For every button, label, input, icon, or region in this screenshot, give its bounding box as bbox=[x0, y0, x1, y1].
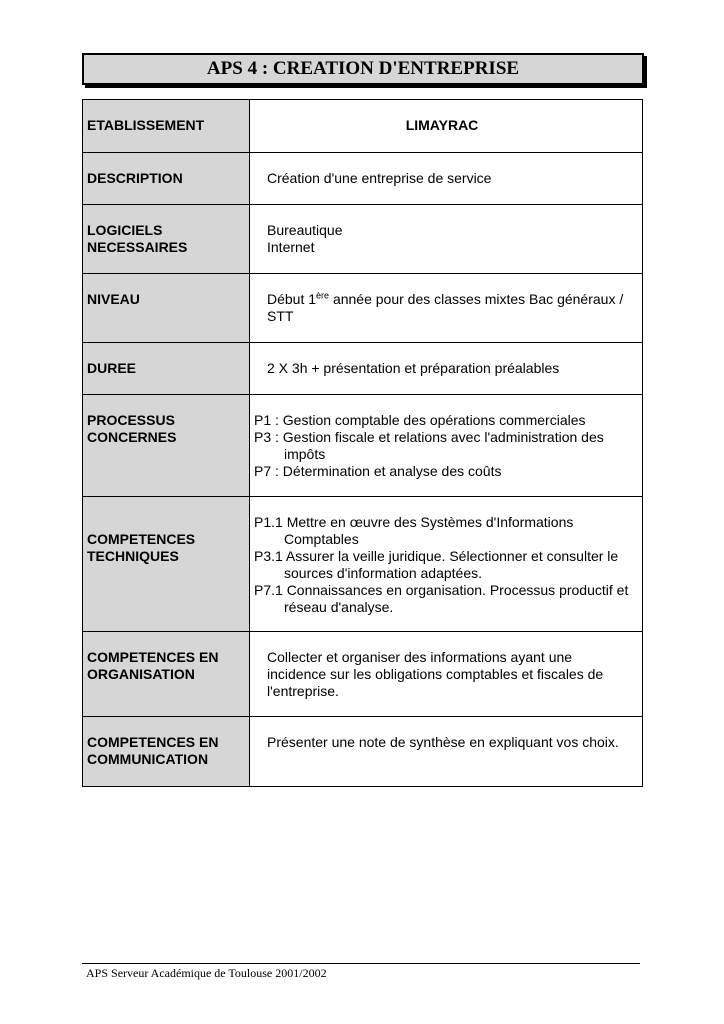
table-row bbox=[83, 205, 643, 274]
row-value bbox=[250, 205, 643, 274]
row-label: NIVEAU bbox=[83, 274, 250, 343]
value-text: Début 1 bbox=[267, 291, 317, 307]
list-item: P3 : Gestion fiscale et relations avec l'administration des impôts bbox=[254, 429, 604, 462]
row-value: LIMAYRAC bbox=[250, 100, 643, 153]
list-item: P3.1 Assurer la veille juridique. Sélectionner et consulter le sources d'information adaptées. bbox=[254, 548, 619, 581]
row-label: LOGICIELS NECESSAIRES bbox=[83, 205, 250, 274]
footer-divider bbox=[82, 963, 640, 964]
list-item: P7.1 Connaissances en organisation. Processus productif et réseau d'analyse. bbox=[254, 582, 629, 615]
table-row bbox=[83, 153, 643, 205]
row-value: Collecter et organiser des informations ayant une incidence sur les obligations comptables et fiscales de l'entreprise. bbox=[250, 632, 643, 717]
row-value bbox=[250, 497, 643, 632]
table-row bbox=[83, 274, 643, 343]
row-label: PROCESSUS CONCERNES bbox=[83, 395, 250, 497]
page-title: APS 4 : CREATION D'ENTREPRISE bbox=[206, 58, 520, 79]
table-row bbox=[83, 632, 643, 717]
row-label: COMPETENCES TECHNIQUES bbox=[83, 497, 250, 632]
table-row bbox=[83, 100, 643, 153]
footer-text: APS Serveur Académique de Toulouse 2001/2002 bbox=[86, 966, 327, 980]
row-value: 2 X 3h + présentation et préparation préalables bbox=[250, 343, 643, 395]
superscript: ère bbox=[316, 290, 330, 301]
table-row bbox=[83, 395, 643, 497]
row-label: ETABLISSEMENT bbox=[83, 100, 250, 153]
info-table bbox=[82, 99, 643, 787]
row-label: DUREE bbox=[83, 343, 250, 395]
row-value: Présenter une note de synthèse en expliquant vos choix. bbox=[250, 717, 643, 787]
row-label: COMPETENCES EN ORGANISATION bbox=[83, 632, 250, 717]
row-value bbox=[250, 274, 643, 343]
list-item: P1 : Gestion comptable des opérations commerciales bbox=[254, 412, 586, 428]
row-value: Création d'une entreprise de service bbox=[250, 153, 643, 205]
list-item: P7 : Détermination et analyse des coûts bbox=[254, 463, 502, 479]
list-item: P1.1 Mettre en œuvre des Systèmes d'Informations Comptables bbox=[254, 514, 574, 547]
table-row bbox=[83, 497, 643, 632]
title-box bbox=[82, 53, 644, 85]
table-row bbox=[83, 343, 643, 395]
table-row bbox=[83, 717, 643, 787]
row-value bbox=[250, 395, 643, 497]
value-line: Internet bbox=[267, 239, 315, 255]
row-label: COMPETENCES EN COMMUNICATION bbox=[83, 717, 250, 787]
row-label: DESCRIPTION bbox=[83, 153, 250, 205]
value-line: Bureautique bbox=[267, 222, 343, 238]
value-text: année pour des classes mixtes Bac généraux / STT bbox=[267, 291, 624, 324]
